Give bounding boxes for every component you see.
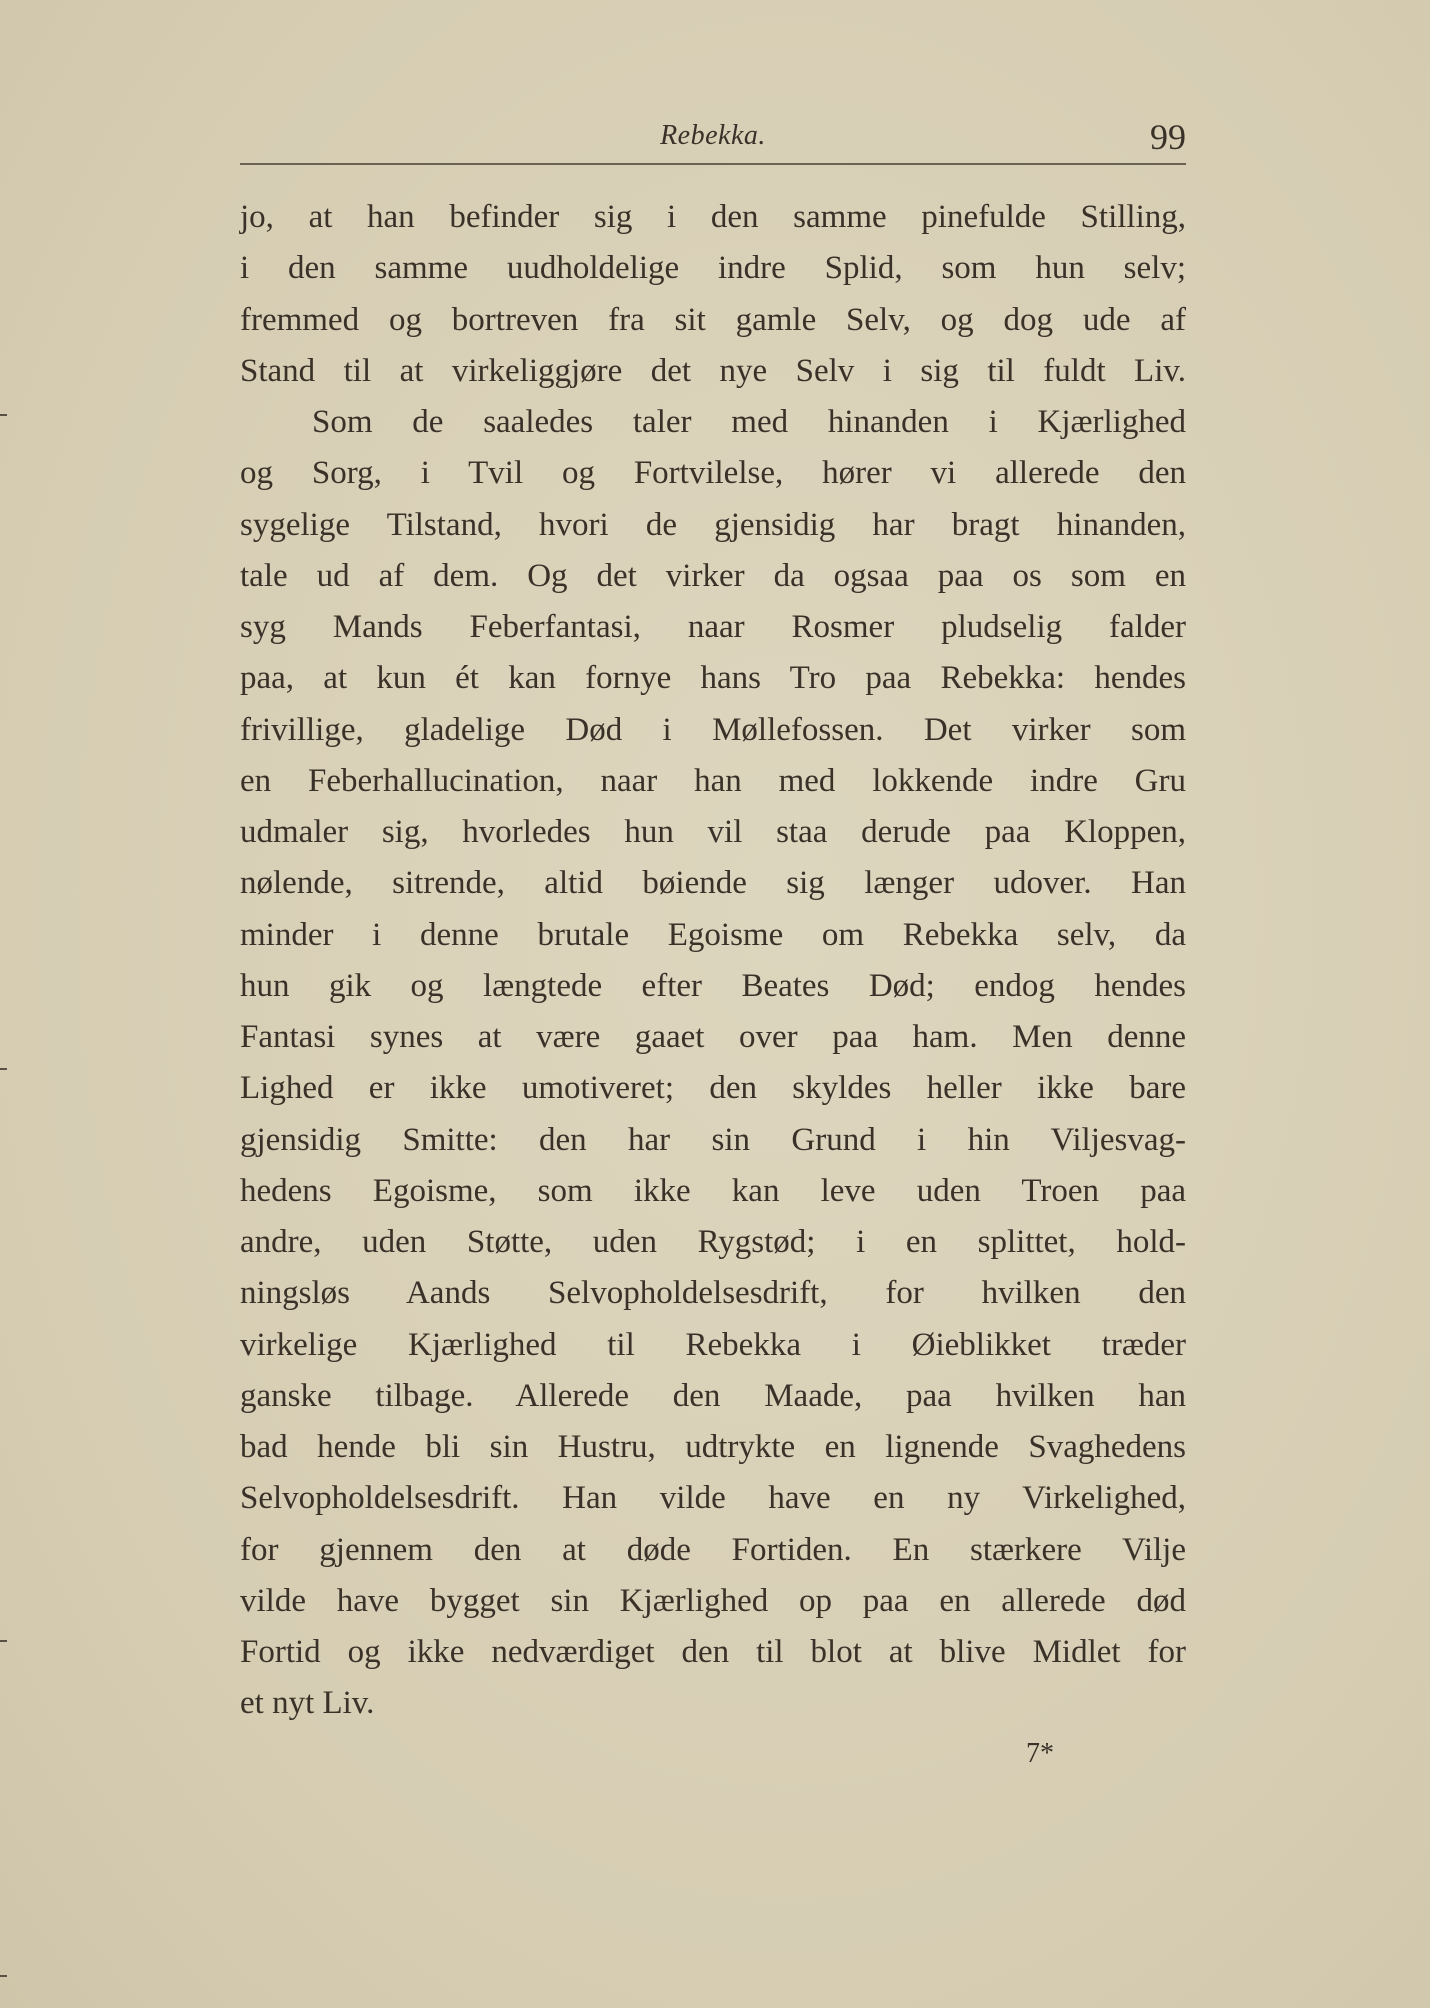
text-line: Stand til at virkeliggjøre det nye Selv i sig til fuldt Liv. (240, 352, 1186, 389)
text-line: Fortid og ikke nedværdiget den til blot at blive Midlet for (240, 1634, 1186, 1670)
text-line: hedens Egoisme, som ikke kan leve uden Troen paa (240, 1172, 1186, 1209)
text-line: nølende, sitrende, altid bøiende sig længer udover. Han (240, 865, 1186, 902)
signature-mark: 7* (1026, 1738, 1054, 1769)
text-line: Selvopholdelsesdrift. Han vilde have en ny Virkelighed, (240, 1480, 1186, 1517)
binding-mark (0, 414, 7, 416)
text-line: for gjennem den at døde Fortiden. En stærkere Vilje (240, 1531, 1186, 1568)
page-number: 99 (1150, 117, 1186, 157)
text-line: fremmed og bortreven fra sit gamle Selv, og dog ude af (240, 301, 1186, 338)
text-line: andre, uden Støtte, uden Rygstød; i en splittet, hold- (240, 1224, 1186, 1260)
body-text (240, 192, 1186, 1730)
text-line: hun gik og længtede efter Beates Død; endog hendes (240, 967, 1186, 1004)
text-line: ningsløs Aands Selvopholdelsesdrift, for hvilken den (240, 1275, 1186, 1312)
text-line: og Sorg, i Tvil og Fortvilelse, hører vi allerede den (240, 455, 1186, 492)
running-title: Rebekka. (660, 120, 766, 151)
text-line: paa, at kun ét kan fornye hans Tro paa Rebekka: hendes (240, 660, 1186, 697)
text-line: udmaler sig, hvorledes hun vil staa derude paa Kloppen, (240, 814, 1186, 850)
text-line: et nyt Liv. (240, 1685, 375, 1722)
text-line: tale ud af dem. Og det virker da ogsaa paa os som en (240, 557, 1186, 594)
binding-mark (0, 1640, 7, 1642)
text-line: minder i denne brutale Egoisme om Rebekka selv, da (240, 916, 1186, 953)
text-line: Som de saaledes taler med hinanden i Kjærlighed (312, 404, 1186, 440)
text-line: sygelige Tilstand, hvori de gjensidig har bragt hinanden, (240, 506, 1186, 543)
text-line: virkelige Kjærlighed til Rebekka i Øieblikket træder (240, 1326, 1186, 1363)
text-line: Lighed er ikke umotiveret; den skyldes heller ikke bare (240, 1070, 1186, 1107)
text-line: i den samme uudholdelige indre Splid, som hun selv; (240, 250, 1186, 287)
text-line: jo, at han befinder sig i den samme pinefulde Stilling, (240, 199, 1186, 235)
header-rule (240, 163, 1186, 165)
text-line: Fantasi synes at være gaaet over paa ham. Men denne (240, 1019, 1186, 1055)
text-line: ganske tilbage. Allerede den Maade, paa hvilken han (240, 1377, 1186, 1414)
text-line: vilde have bygget sin Kjærlighed op paa en allerede død (240, 1582, 1186, 1619)
binding-mark (0, 1975, 7, 1977)
running-head (240, 112, 1186, 162)
text-line: en Feberhallucination, naar han med lokkende indre Gru (240, 762, 1186, 799)
binding-mark (0, 1068, 7, 1070)
text-line: bad hende bli sin Hustru, udtrykte en lignende Svaghedens (240, 1429, 1186, 1465)
text-line: gjensidig Smitte: den har sin Grund i hin Viljesvag- (240, 1121, 1186, 1158)
text-line: syg Mands Feberfantasi, naar Rosmer pludselig falder (240, 609, 1186, 645)
text-line: frivillige, gladelige Død i Møllefossen. Det virker som (240, 711, 1186, 748)
